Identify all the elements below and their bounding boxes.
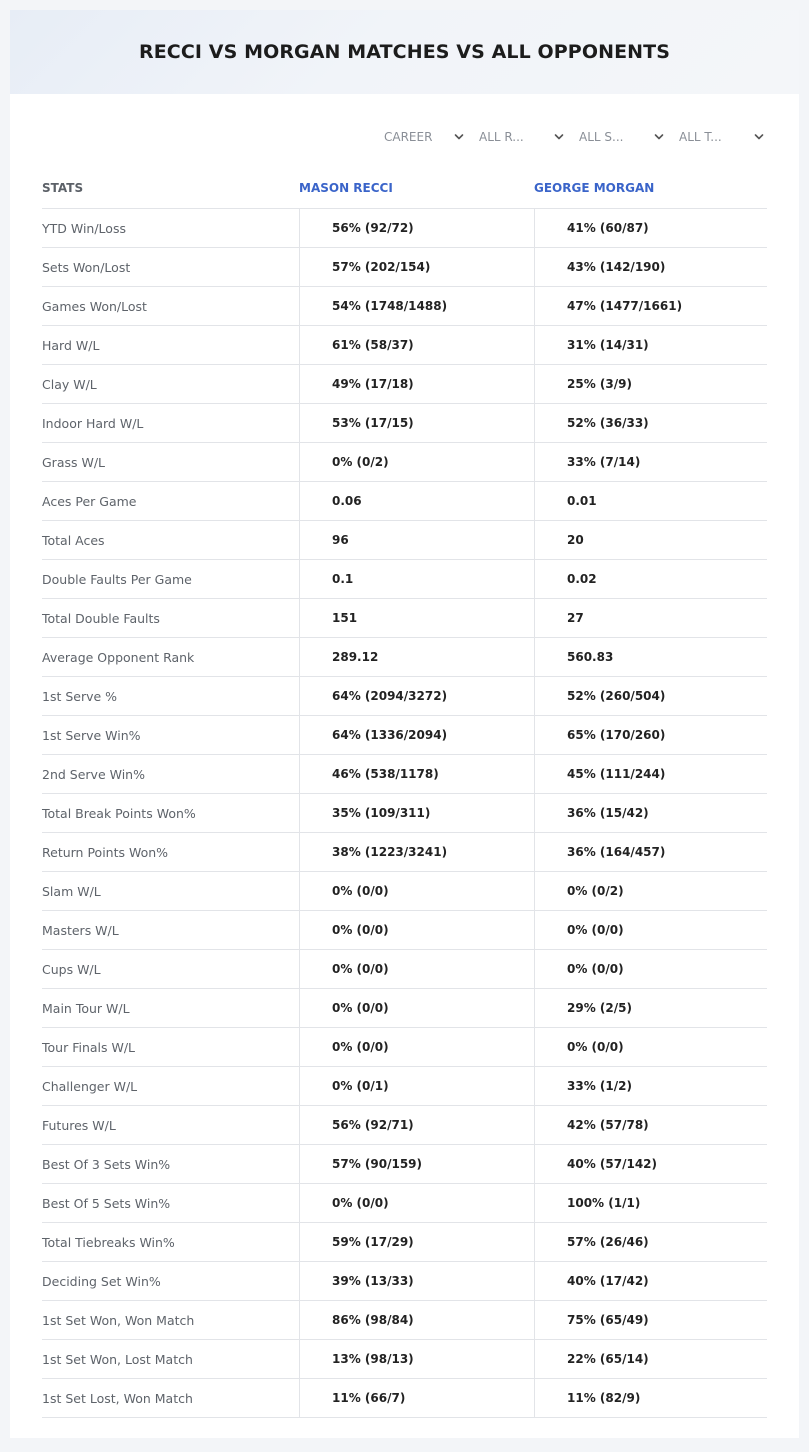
table-row [42,404,767,443]
player1-value: 0.1 [299,560,534,598]
stat-label: 1st Set Won, Lost Match [42,1351,193,1367]
player1-value: 11% (66/7) [299,1379,534,1417]
table-row [42,716,767,755]
table-row [42,1028,767,1067]
table-row [42,248,767,287]
stat-label: Total Tiebreaks Win% [42,1234,175,1250]
stat-label: YTD Win/Loss [42,220,126,236]
stat-label: Games Won/Lost [42,298,147,314]
player2-value: 0.01 [534,482,767,520]
table-row [42,1223,767,1262]
player2-value: 560.83 [534,638,767,676]
player2-value: 33% (1/2) [534,1067,767,1105]
table-body [42,209,767,1418]
table-row [42,950,767,989]
stats-table [42,168,767,1418]
column-header-player2[interactable]: GEORGE MORGAN [534,181,655,195]
player1-value: 151 [299,599,534,637]
table-row [42,287,767,326]
player1-value: 289.12 [299,638,534,676]
table-row [42,989,767,1028]
stat-label: Slam W/L [42,883,101,899]
card-header [10,10,799,94]
player1-value: 0% (0/0) [299,1028,534,1066]
player2-value: 65% (170/260) [534,716,767,754]
filter-career-select[interactable] [384,126,464,148]
chevron-down-icon [554,132,564,142]
player1-value: 35% (109/311) [299,794,534,832]
player2-value: 22% (65/14) [534,1340,767,1378]
player2-value: 42% (57/78) [534,1106,767,1144]
player2-value: 0% (0/0) [534,950,767,988]
table-row [42,209,767,248]
stat-label: 1st Set Won, Won Match [42,1312,195,1328]
player1-value: 59% (17/29) [299,1223,534,1261]
player2-value: 25% (3/9) [534,365,767,403]
player2-value: 57% (26/46) [534,1223,767,1261]
stat-label: Total Double Faults [42,610,160,626]
table-row [42,638,767,677]
player1-value: 0% (0/0) [299,872,534,910]
stat-label: Clay W/L [42,376,97,392]
player1-value: 53% (17/15) [299,404,534,442]
player2-value: 36% (164/457) [534,833,767,871]
stat-label: Challenger W/L [42,1078,138,1094]
filter-label: ALL T... [679,130,722,144]
table-row [42,677,767,716]
chevron-down-icon [454,132,464,142]
table-row [42,1262,767,1301]
player1-value: 57% (202/154) [299,248,534,286]
table-row [42,1184,767,1223]
player1-value: 96 [299,521,534,559]
player2-value: 36% (15/42) [534,794,767,832]
player2-value: 11% (82/9) [534,1379,767,1417]
stat-label: Average Opponent Rank [42,649,195,665]
player1-value: 46% (538/1178) [299,755,534,793]
table-row [42,599,767,638]
stat-label: 1st Serve % [42,688,118,704]
table-row [42,365,767,404]
stat-label: Best Of 5 Sets Win% [42,1195,171,1211]
table-row [42,1301,767,1340]
stat-label: Best Of 3 Sets Win% [42,1156,171,1172]
player2-value: 0% (0/0) [534,911,767,949]
player1-value: 56% (92/71) [299,1106,534,1144]
stat-label: Hard W/L [42,337,100,353]
table-row [42,1106,767,1145]
player1-value: 86% (98/84) [299,1301,534,1339]
column-header-player1[interactable]: MASON RECCI [299,181,393,195]
stat-label: Double Faults Per Game [42,571,192,587]
stat-label: Cups W/L [42,961,101,977]
table-row [42,521,767,560]
table-row [42,482,767,521]
chevron-down-icon [654,132,664,142]
player2-value: 52% (260/504) [534,677,767,715]
player2-value: 45% (111/244) [534,755,767,793]
player2-value: 0.02 [534,560,767,598]
stats-card [10,10,799,1438]
table-row [42,443,767,482]
player1-value: 0% (0/0) [299,950,534,988]
table-row [42,872,767,911]
stat-label: Sets Won/Lost [42,259,131,275]
player2-value: 29% (2/5) [534,989,767,1027]
player1-value: 49% (17/18) [299,365,534,403]
stat-label: Return Points Won% [42,844,169,860]
stat-label: Masters W/L [42,922,119,938]
table-header [42,168,767,209]
player2-value: 43% (142/190) [534,248,767,286]
filter-label: ALL S... [579,130,624,144]
player1-value: 56% (92/72) [299,209,534,247]
filter-surfaces-select[interactable] [579,126,664,148]
table-row [42,833,767,872]
player1-value: 61% (58/37) [299,326,534,364]
player1-value: 57% (90/159) [299,1145,534,1183]
player1-value: 0% (0/2) [299,443,534,481]
table-row [42,326,767,365]
player2-value: 52% (36/33) [534,404,767,442]
table-row [42,911,767,950]
filter-label: CAREER [384,130,433,144]
player2-value: 100% (1/1) [534,1184,767,1222]
player2-value: 40% (57/142) [534,1145,767,1183]
player1-value: 0% (0/0) [299,1184,534,1222]
stat-label: Main Tour W/L [42,1000,130,1016]
player2-value: 20 [534,521,767,559]
player2-value: 40% (17/42) [534,1262,767,1300]
table-row [42,560,767,599]
player2-value: 41% (60/87) [534,209,767,247]
player1-value: 64% (1336/2094) [299,716,534,754]
table-row [42,794,767,833]
player1-value: 0.06 [299,482,534,520]
table-row [42,755,767,794]
player1-value: 64% (2094/3272) [299,677,534,715]
player1-value: 0% (0/1) [299,1067,534,1105]
player1-value: 0% (0/0) [299,989,534,1027]
player2-value: 33% (7/14) [534,443,767,481]
page-title: RECCI VS MORGAN MATCHES VS ALL OPPONENTS [138,41,671,63]
stat-label: 1st Set Lost, Won Match [42,1390,193,1406]
filter-tournaments-select[interactable] [679,126,764,148]
stat-label: Indoor Hard W/L [42,415,144,431]
player2-value: 31% (14/31) [534,326,767,364]
chevron-down-icon [754,132,764,142]
stat-label: 1st Serve Win% [42,727,141,743]
table-row [42,1145,767,1184]
stat-label: Grass W/L [42,454,106,470]
table-row [42,1067,767,1106]
filter-rounds-select[interactable] [479,126,564,148]
player2-value: 0% (0/2) [534,872,767,910]
stat-label: Deciding Set Win% [42,1273,161,1289]
stat-label: 2nd Serve Win% [42,766,145,782]
stat-label: Aces Per Game [42,493,137,509]
player1-value: 0% (0/0) [299,911,534,949]
stat-label: Total Break Points Won% [42,805,196,821]
player2-value: 0% (0/0) [534,1028,767,1066]
player2-value: 47% (1477/1661) [534,287,767,325]
stat-label: Total Aces [42,532,105,548]
player1-value: 54% (1748/1488) [299,287,534,325]
filter-label: ALL R... [479,130,524,144]
column-header-stats: STATS [42,181,84,195]
table-row [42,1379,767,1418]
stat-label: Tour Finals W/L [42,1039,136,1055]
stat-label: Futures W/L [42,1117,116,1133]
player1-value: 38% (1223/3241) [299,833,534,871]
player2-value: 27 [534,599,767,637]
filter-bar [10,126,799,148]
player1-value: 13% (98/13) [299,1340,534,1378]
player2-value: 75% (65/49) [534,1301,767,1339]
player1-value: 39% (13/33) [299,1262,534,1300]
table-row [42,1340,767,1379]
